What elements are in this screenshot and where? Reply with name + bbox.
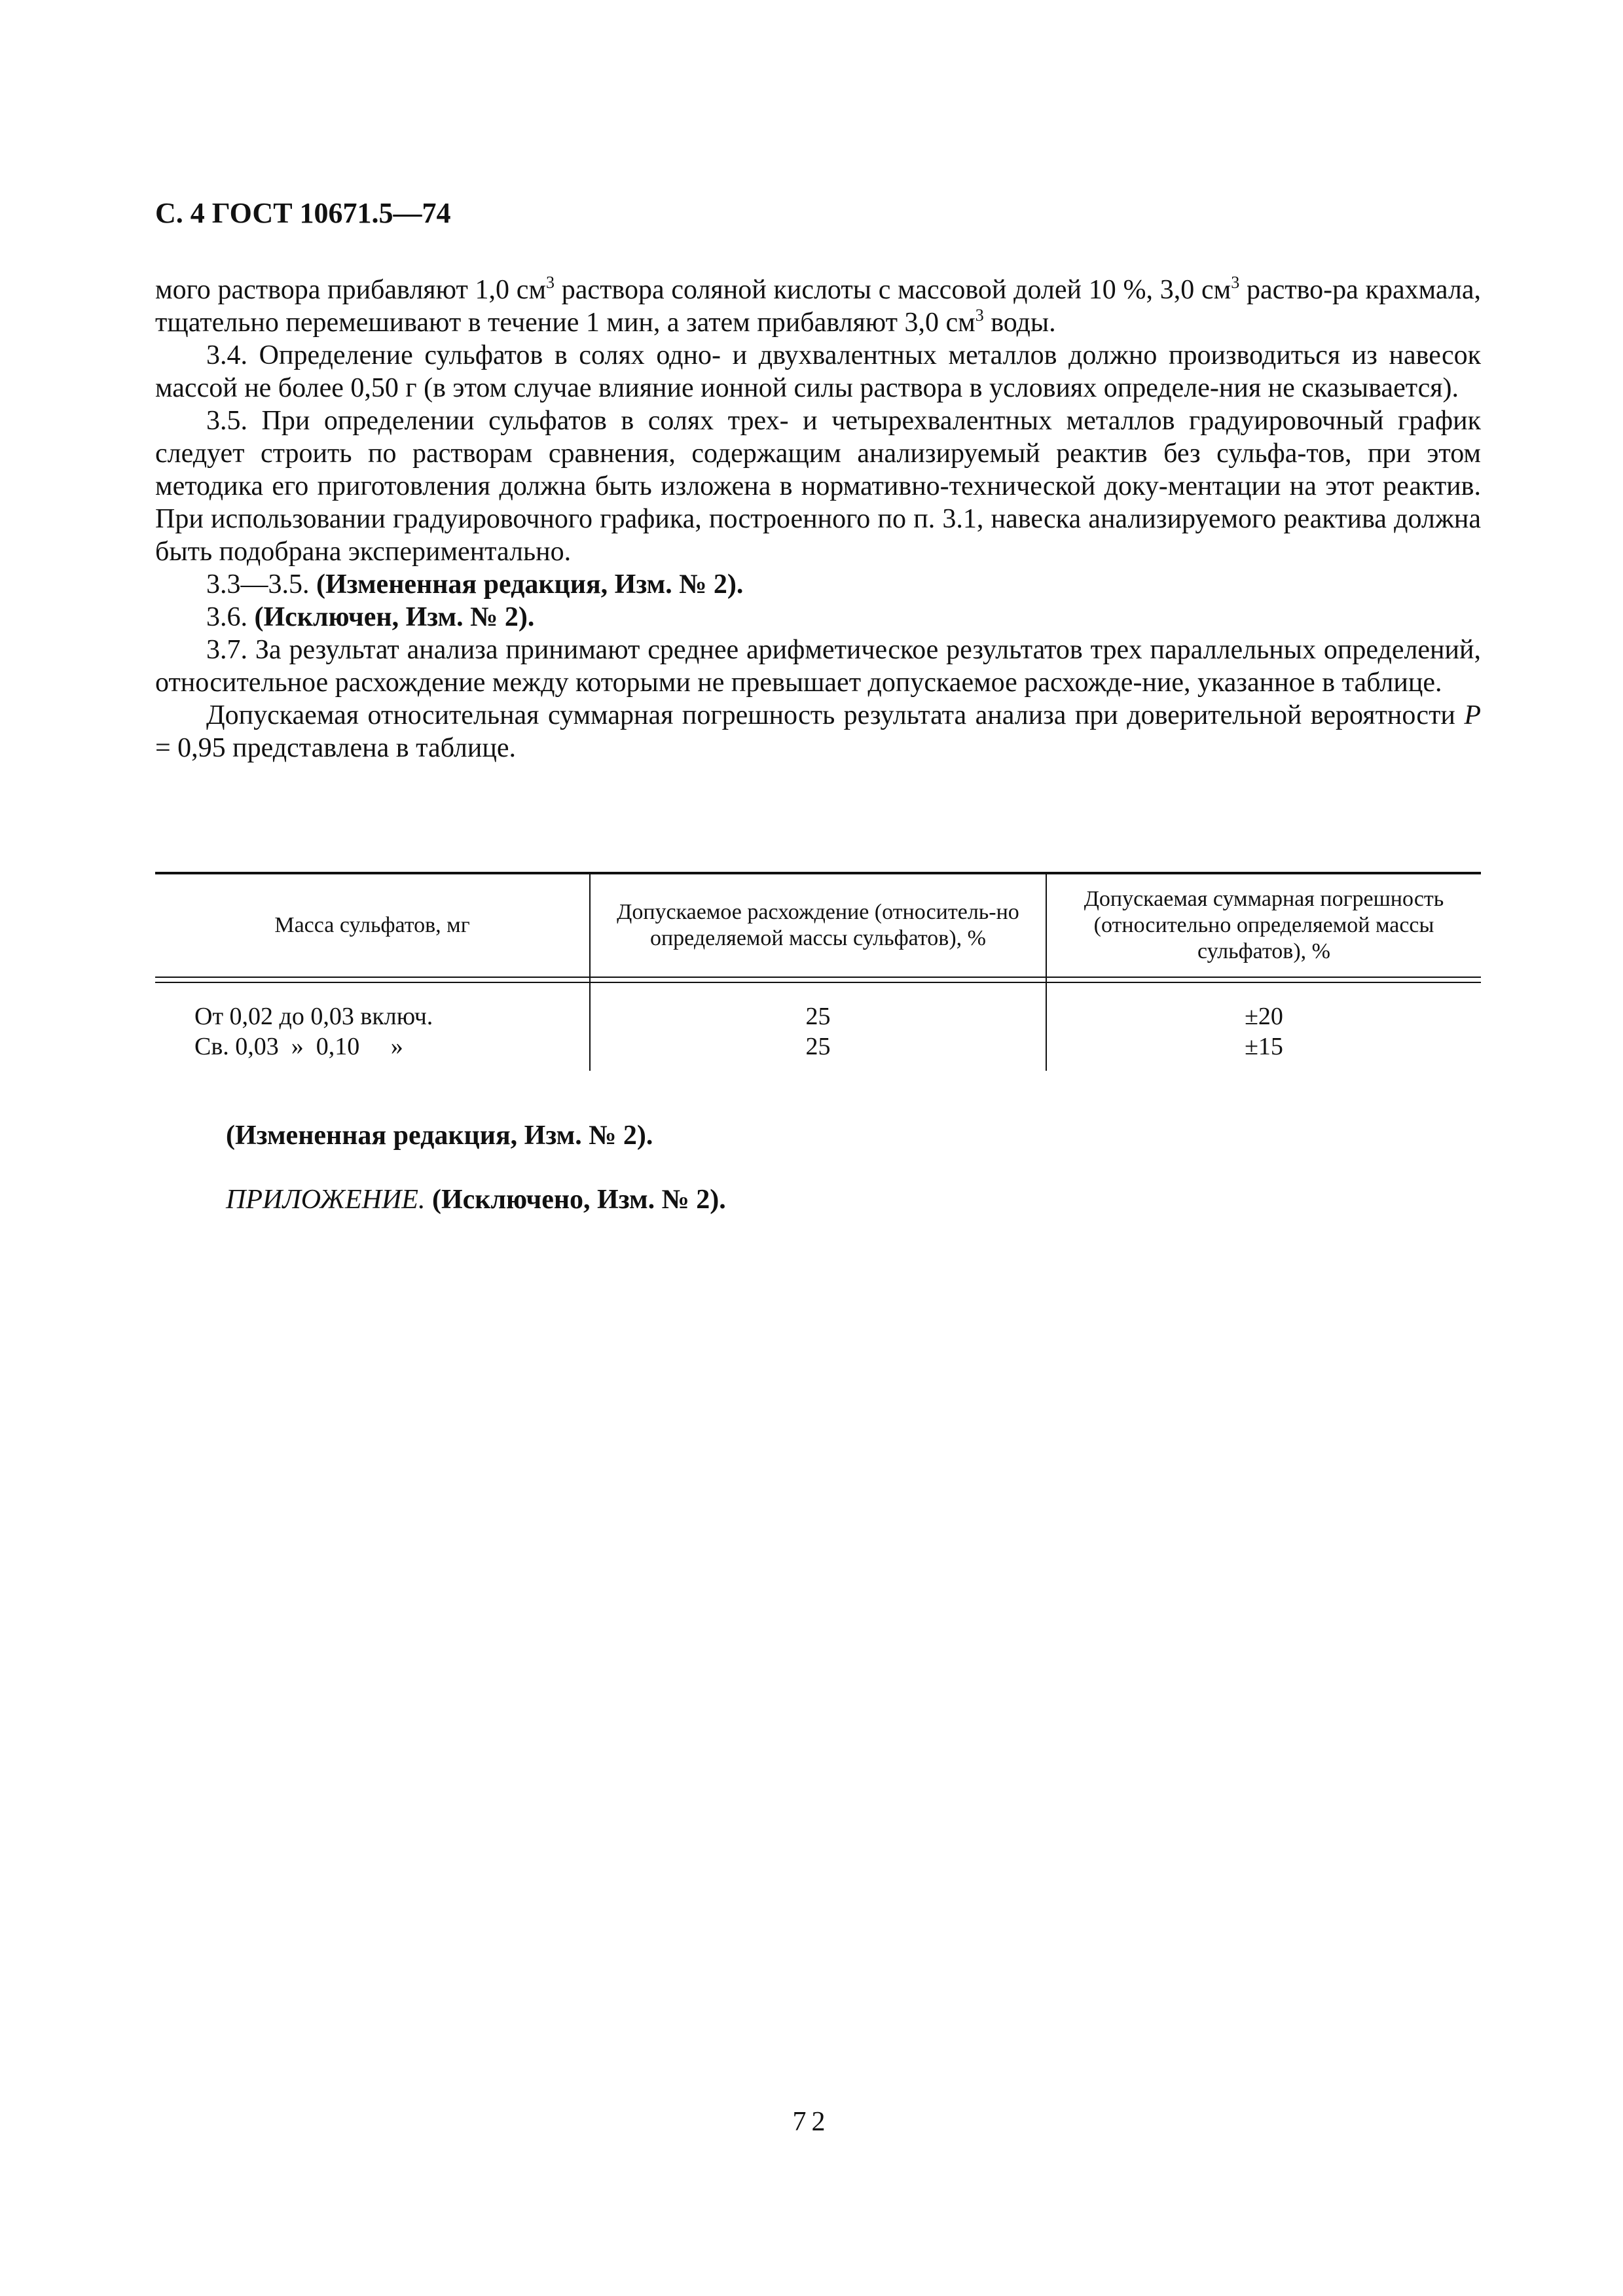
body-text: [155, 274, 1481, 764]
table-cell-mass: Св. 0,03 » 0,10 »: [194, 1033, 403, 1060]
paragraph-3-7: 3.7. За результат анализа принимают среднее арифметическое результатов трех параллельных определений, относительное расхождение между которыми не превышает допускаемое расхожде-ние, указанное в таблице.: [155, 635, 1481, 698]
table-row: [155, 1031, 1481, 1062]
paragraph-continuation: мого раствора прибавляют 1,0 $см^3$ раствора соляной кислоты с массовой долей 10 %, 3,0 $см^3$ раство-ра крахмала, тщательно перемешивают в течение 1 мин, а затем прибавляют 3,0 $см^3$ воды.: [155, 273, 1482, 338]
table-cell-total-error: ±15: [1245, 1033, 1283, 1060]
paragraph-3-5: 3.5. При определении сульфатов в солях трех- и четырехвалентных металлов градуировочный график следует строить по растворам сравнения, содержащим анализируемый реактив без сульфа-тов, при этом методика его приготовления должна быть изложена в нормативно-технической доку-ментации на этот реактив. При использовании градуировочного графика, построенного по п. 3.1, навеска анализируемого реактива должна быть подобрана экспериментально.: [155, 406, 1481, 567]
table-header-mass: Масса сульфатов, мг: [274, 913, 470, 937]
paragraph-error: Допускаемая относительная суммарная погрешность результата анализа при доверительной вероятности P = 0,95 представлена в таблице.: [155, 700, 1481, 763]
table-cell-discrepancy: 25: [805, 1003, 831, 1030]
table-cell-total-error: ±20: [1245, 1003, 1283, 1030]
paragraph-3-6: 3.6. (Исключен, Изм. № 2).: [206, 602, 535, 632]
table-header-discrepancy: Допускаемое расхождение (относитель-но определяемой массы сульфатов), %: [617, 900, 1019, 950]
table-row: [155, 1001, 1481, 1031]
page-header: С. 4 ГОСТ 10671.5—74: [155, 197, 451, 229]
page-number: 72: [792, 2107, 831, 2137]
appendix-note: ПРИЛОЖЕНИЕ. (Исключено, Изм. № 2).: [226, 1185, 726, 1215]
table-header-rule-double: [155, 982, 1481, 983]
amendment-note: (Измененная редакция, Изм. № 2).: [226, 1121, 653, 1151]
table-cell-mass: От 0,02 до 0,03 включ.: [194, 1003, 433, 1030]
paragraph-amendment-3-3: 3.3—3.5. (Измененная редакция, Изм. № 2).: [206, 569, 744, 600]
table-header-rule: [155, 977, 1481, 978]
table-header-total-error: Допускаемая суммарная погрешность (относительно определяемой массы сульфатов), %: [1084, 887, 1444, 963]
table-cell-discrepancy: 25: [805, 1033, 831, 1060]
paragraph-3-4: 3.4. Определение сульфатов в солях одно- и двухвалентных металлов должно производиться из навесок массой не более 0,50 г (в этом случае влияние ионной силы раствора в условиях определе-ния не сказывается).: [155, 340, 1481, 403]
